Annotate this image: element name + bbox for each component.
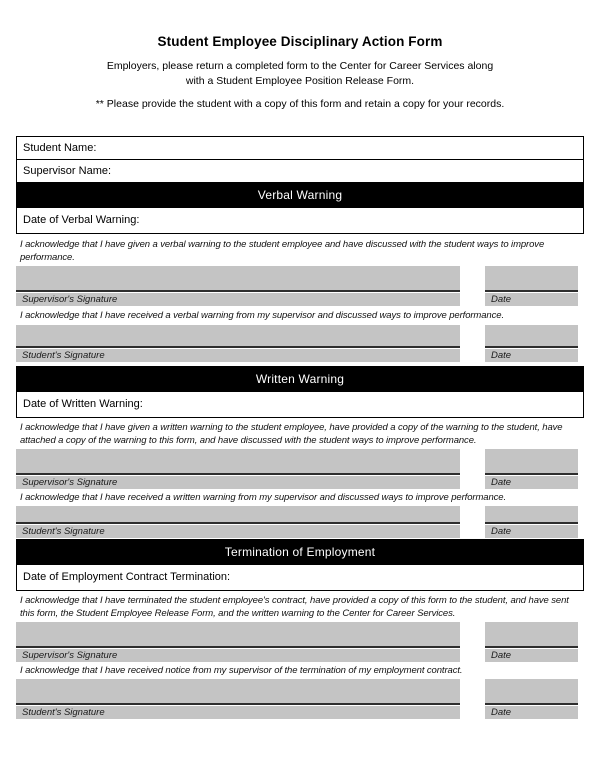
student-name-label: Student Name: [23, 142, 97, 154]
section-bar-written-warning: Written Warning [17, 367, 583, 392]
supervisor-signature-field[interactable] [16, 449, 460, 473]
signature-line [485, 522, 578, 524]
signature-column [16, 622, 460, 662]
termination-supervisor-acknowledgement: I acknowledge that I have terminated the student employee's contract, have provided a copy of this form to the student, and have sent this form, the Student Employee Release Form, and the written warning to the Center for Career Services. [20, 595, 569, 619]
date-label: Date [485, 649, 578, 662]
signature-line [485, 290, 578, 292]
signature-line [16, 290, 460, 292]
date-of-written-warning-row[interactable] [17, 392, 583, 417]
termination-student-acknowledgement: I acknowledge that I have received notice from my supervisor of the termination of my employment contract. [20, 665, 463, 676]
supervisor-signature-label: Supervisor's Signature [16, 649, 460, 662]
termination-block [16, 539, 584, 591]
student-signature-label: Student's Signature [16, 349, 460, 362]
supervisor-signature-field[interactable] [16, 622, 460, 646]
signature-column [16, 449, 460, 489]
signature-line [485, 703, 578, 705]
student-name-row[interactable] [17, 137, 583, 160]
form-title: Student Employee Disciplinary Action Form [157, 34, 443, 49]
date-column [485, 506, 578, 538]
signature-line [485, 646, 578, 648]
signature-column [16, 325, 460, 362]
written-student-acknowledgement: I acknowledge that I have received a written warning from my supervisor and discussed ways to improve performance. [20, 492, 506, 503]
written-warning-block [16, 366, 584, 418]
date-column [485, 622, 578, 662]
written-supervisor-signature-row [16, 449, 584, 489]
signature-column [16, 679, 460, 719]
signature-column [16, 266, 460, 306]
date-label: Date [485, 706, 578, 719]
supervisor-signature-field[interactable] [16, 266, 460, 290]
date-label: Date [485, 293, 578, 306]
verbal-student-signature-row [16, 325, 584, 362]
supervisor-signature-label: Supervisor's Signature [16, 293, 460, 306]
section-bar-termination: Termination of Employment [17, 540, 583, 565]
signature-line [16, 703, 460, 705]
supervisor-name-row[interactable] [17, 160, 583, 183]
date-field[interactable] [485, 679, 578, 703]
signature-line [16, 473, 460, 475]
date-of-verbal-warning-row[interactable] [17, 208, 583, 233]
date-label: Date [485, 476, 578, 489]
records-note: ** Please provide the student with a copy of this form and retain a copy for your records. [95, 98, 505, 110]
section-bar-verbal-warning: Verbal Warning [17, 183, 583, 208]
date-field[interactable] [485, 506, 578, 522]
date-of-written-warning-label: Date of Written Warning: [23, 398, 143, 410]
student-signature-label: Student's Signature [16, 525, 460, 538]
date-column [485, 266, 578, 306]
signature-column [16, 506, 460, 538]
date-field[interactable] [485, 449, 578, 473]
student-signature-field[interactable] [16, 325, 460, 346]
date-column [485, 449, 578, 489]
verbal-warning-block [16, 136, 584, 234]
employer-instructions: Employers, please return a completed form to the Center for Career Services along with a Student Employee Position Release Form. [106, 60, 494, 87]
date-column [485, 679, 578, 719]
termination-supervisor-signature-row [16, 622, 584, 662]
date-of-termination-label: Date of Employment Contract Termination: [23, 571, 231, 583]
student-signature-field[interactable] [16, 506, 460, 522]
date-field[interactable] [485, 622, 578, 646]
date-of-termination-row[interactable] [17, 565, 583, 590]
signature-line [16, 346, 460, 348]
date-field[interactable] [485, 266, 578, 290]
written-student-signature-row [16, 506, 584, 538]
signature-line [485, 346, 578, 348]
supervisor-name-label: Supervisor Name: [23, 165, 112, 177]
verbal-supervisor-signature-row [16, 266, 584, 306]
signature-line [16, 522, 460, 524]
date-label: Date [485, 349, 578, 362]
form-body [16, 136, 584, 719]
termination-student-signature-row [16, 679, 584, 719]
verbal-student-acknowledgement: I acknowledge that I have received a verbal warning from my supervisor and discussed ways to improve performance. [20, 310, 504, 321]
student-signature-label: Student's Signature [16, 706, 460, 719]
date-column [485, 325, 578, 362]
written-supervisor-acknowledgement: I acknowledge that I have given a written warning to the student employee, have provided a copy of the warning to the student, have attached a copy of the warning to this form, and have discussed with the student ways to improve performance. [20, 422, 563, 446]
date-field[interactable] [485, 325, 578, 346]
signature-line [485, 473, 578, 475]
date-label: Date [485, 525, 578, 538]
signature-line [16, 646, 460, 648]
student-signature-field[interactable] [16, 679, 460, 703]
date-of-verbal-warning-label: Date of Verbal Warning: [23, 214, 140, 226]
supervisor-signature-label: Supervisor's Signature [16, 476, 460, 489]
verbal-supervisor-acknowledgement: I acknowledge that I have given a verbal warning to the student employee and have discussed with the student ways to improve performance. [20, 239, 545, 263]
